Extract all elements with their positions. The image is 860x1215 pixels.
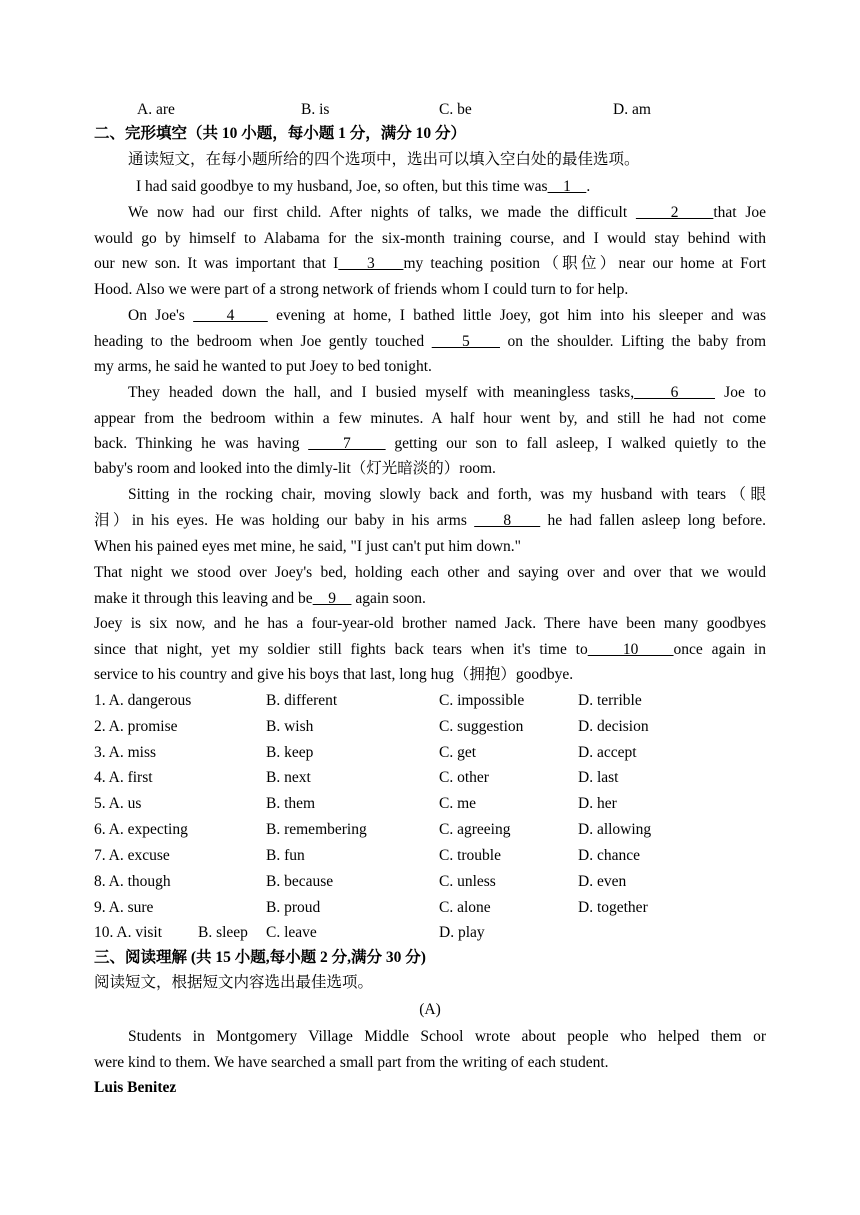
passage-line-17: make it through this leaving and be 9 again soon. xyxy=(94,590,426,607)
option-a: A. are xyxy=(137,101,175,118)
q2-option-c: C. suggestion xyxy=(439,718,524,735)
passage-line-4: our new son. It was important that I 3 my teaching position（职位）near our home at Fort xyxy=(94,255,767,272)
q8-option-b: B. because xyxy=(266,873,334,890)
passage-line-2: We now had our first child. After nights of talks, we made the difficult 2 that Joe xyxy=(128,204,766,221)
q8-option-c: C. unless xyxy=(439,873,496,890)
blank-2: 2 xyxy=(635,204,714,221)
q3-option-d: D. accept xyxy=(578,744,637,761)
q6-option-a: 6. A. expecting xyxy=(94,821,188,838)
q2-option-b: B. wish xyxy=(266,718,314,735)
q10-option-a: 10. A. visit xyxy=(94,924,163,941)
q3-option-c: C. get xyxy=(439,744,477,761)
passage-line-14: 泪）in his eyes. He was holding our baby in his arms 8 he had fallen asleep long before. xyxy=(94,512,766,529)
q10-option-c: C. leave xyxy=(266,924,317,941)
passage-line-12: baby's room and looked into the dimly-lit（灯光暗淡的）room. xyxy=(94,460,496,477)
q5-option-d: D. her xyxy=(578,795,617,812)
q4-option-c: C. other xyxy=(439,769,489,786)
q6-option-d: D. allowing xyxy=(578,821,652,838)
blank-10: 10 xyxy=(587,641,674,658)
blank-9: 9 xyxy=(312,590,352,607)
blank-8: 8 xyxy=(474,512,541,529)
q3-option-a: 3. A. miss xyxy=(94,744,157,761)
passage-line-11: back. Thinking he was having 7 getting our son to fall asleep, I walked quietly to the xyxy=(94,435,766,452)
q5-option-c: C. me xyxy=(439,795,477,812)
q9-option-d: D. together xyxy=(578,899,648,916)
q1-option-c: C. impossible xyxy=(439,692,525,709)
passage-line-18: Joey is six now, and he has a four-year-old brother named Jack. There have been many goodbyes xyxy=(94,615,766,632)
reading-line-2: were kind to them. We have searched a small part from the writing of each student. xyxy=(94,1054,609,1071)
q4-option-d: D. last xyxy=(578,769,619,786)
passage-line-3: would go by himself to Alabama for the six-month training course, and I would stay behind with xyxy=(94,230,766,247)
q6-option-c: C. agreeing xyxy=(439,821,511,838)
passage-line-20: service to his country and give his boys that last, long hug（拥抱）goodbye. xyxy=(94,666,574,683)
q4-option-a: 4. A. first xyxy=(94,769,153,786)
q7-option-d: D. chance xyxy=(578,847,640,864)
option-d: D. am xyxy=(613,101,651,118)
part-label: (A) xyxy=(419,1001,441,1018)
q4-option-b: B. next xyxy=(266,769,311,786)
blank-3: 3 xyxy=(338,255,404,272)
passage-line-5: Hood. Also we were part of a strong network of friends whom I could turn to for help. xyxy=(94,281,629,298)
option-b: B. is xyxy=(301,101,330,118)
q6-option-b: B. remembering xyxy=(266,821,367,838)
passage-line-16: That night we stood over Joey's bed, holding each other and saying over and over that we would xyxy=(94,564,766,581)
passage-line-10: appear from the bedroom within a few minutes. A half hour went by, and still he had not come xyxy=(94,410,766,427)
q2-option-a: 2. A. promise xyxy=(94,718,178,735)
q3-option-b: B. keep xyxy=(266,744,314,761)
q7-option-c: C. trouble xyxy=(439,847,501,864)
blank-6: 6 xyxy=(634,384,716,401)
q9-option-a: 9. A. sure xyxy=(94,899,154,916)
q10-option-b: B. sleep xyxy=(198,924,248,941)
q8-option-a: 8. A. though xyxy=(94,873,171,890)
section2-heading: 二、完形填空（共 10 小题，每小题 1 分，满分 10 分） xyxy=(94,125,467,142)
q5-option-a: 5. A. us xyxy=(94,795,142,812)
q10-option-d: D. play xyxy=(439,924,485,941)
blank-7: 7 xyxy=(308,435,386,452)
q1-option-d: D. terrible xyxy=(578,692,642,709)
section3-heading: 三、阅读理解 (共 15 小题,每小题 2 分,满分 30 分) xyxy=(94,949,426,966)
q9-option-b: B. proud xyxy=(266,899,321,916)
q1-option-a: 1. A. dangerous xyxy=(94,692,192,709)
blank-5: 5 xyxy=(431,333,500,350)
passage-line-7: heading to the bedroom when Joe gently touched 5 on the shoulder. Lifting the baby from xyxy=(94,333,767,350)
option-c: C. be xyxy=(439,101,472,118)
section2-instruction: 通读短文，在每小题所给的四个选项中，选出可以填入空白处的最佳选项。 xyxy=(128,151,640,168)
q2-option-d: D. decision xyxy=(578,718,649,735)
section3-instruction: 阅读短文，根据短文内容选出最佳选项。 xyxy=(94,974,374,991)
q5-option-b: B. them xyxy=(266,795,316,812)
blank-1: 1 xyxy=(547,178,587,195)
q7-option-a: 7. A. excuse xyxy=(94,847,170,864)
passage-line-6: On Joe's 4 evening at home, I bathed little Joey, got him into his sleeper and was xyxy=(128,307,766,324)
passage-line-1: I had said goodbye to my husband, Joe, so often, but this time was 1 . xyxy=(136,178,591,195)
q9-option-c: C. alone xyxy=(439,899,491,916)
passage-line-8: my arms, he said he wanted to put Joey to bed tonight. xyxy=(94,358,432,375)
reading-line-1: Students in Montgomery Village Middle School wrote about people who helped them or xyxy=(128,1028,766,1045)
student-name: Luis Benitez xyxy=(94,1079,177,1096)
passage-line-9: They headed down the hall, and I busied myself with meaningless tasks, 6 Joe to xyxy=(128,384,767,401)
q1-option-b: B. different xyxy=(266,692,338,709)
blank-4: 4 xyxy=(193,307,268,324)
passage-line-15: When his pained eyes met mine, he said, "I just can't put him down." xyxy=(94,538,521,555)
passage-line-19: since that night, yet my soldier still fights back tears when it's time to 10 once again in xyxy=(94,641,766,658)
passage-line-13: Sitting in the rocking chair, moving slowly back and forth, was my husband with tears（眼 xyxy=(128,486,766,503)
q7-option-b: B. fun xyxy=(266,847,305,864)
q8-option-d: D. even xyxy=(578,873,627,890)
